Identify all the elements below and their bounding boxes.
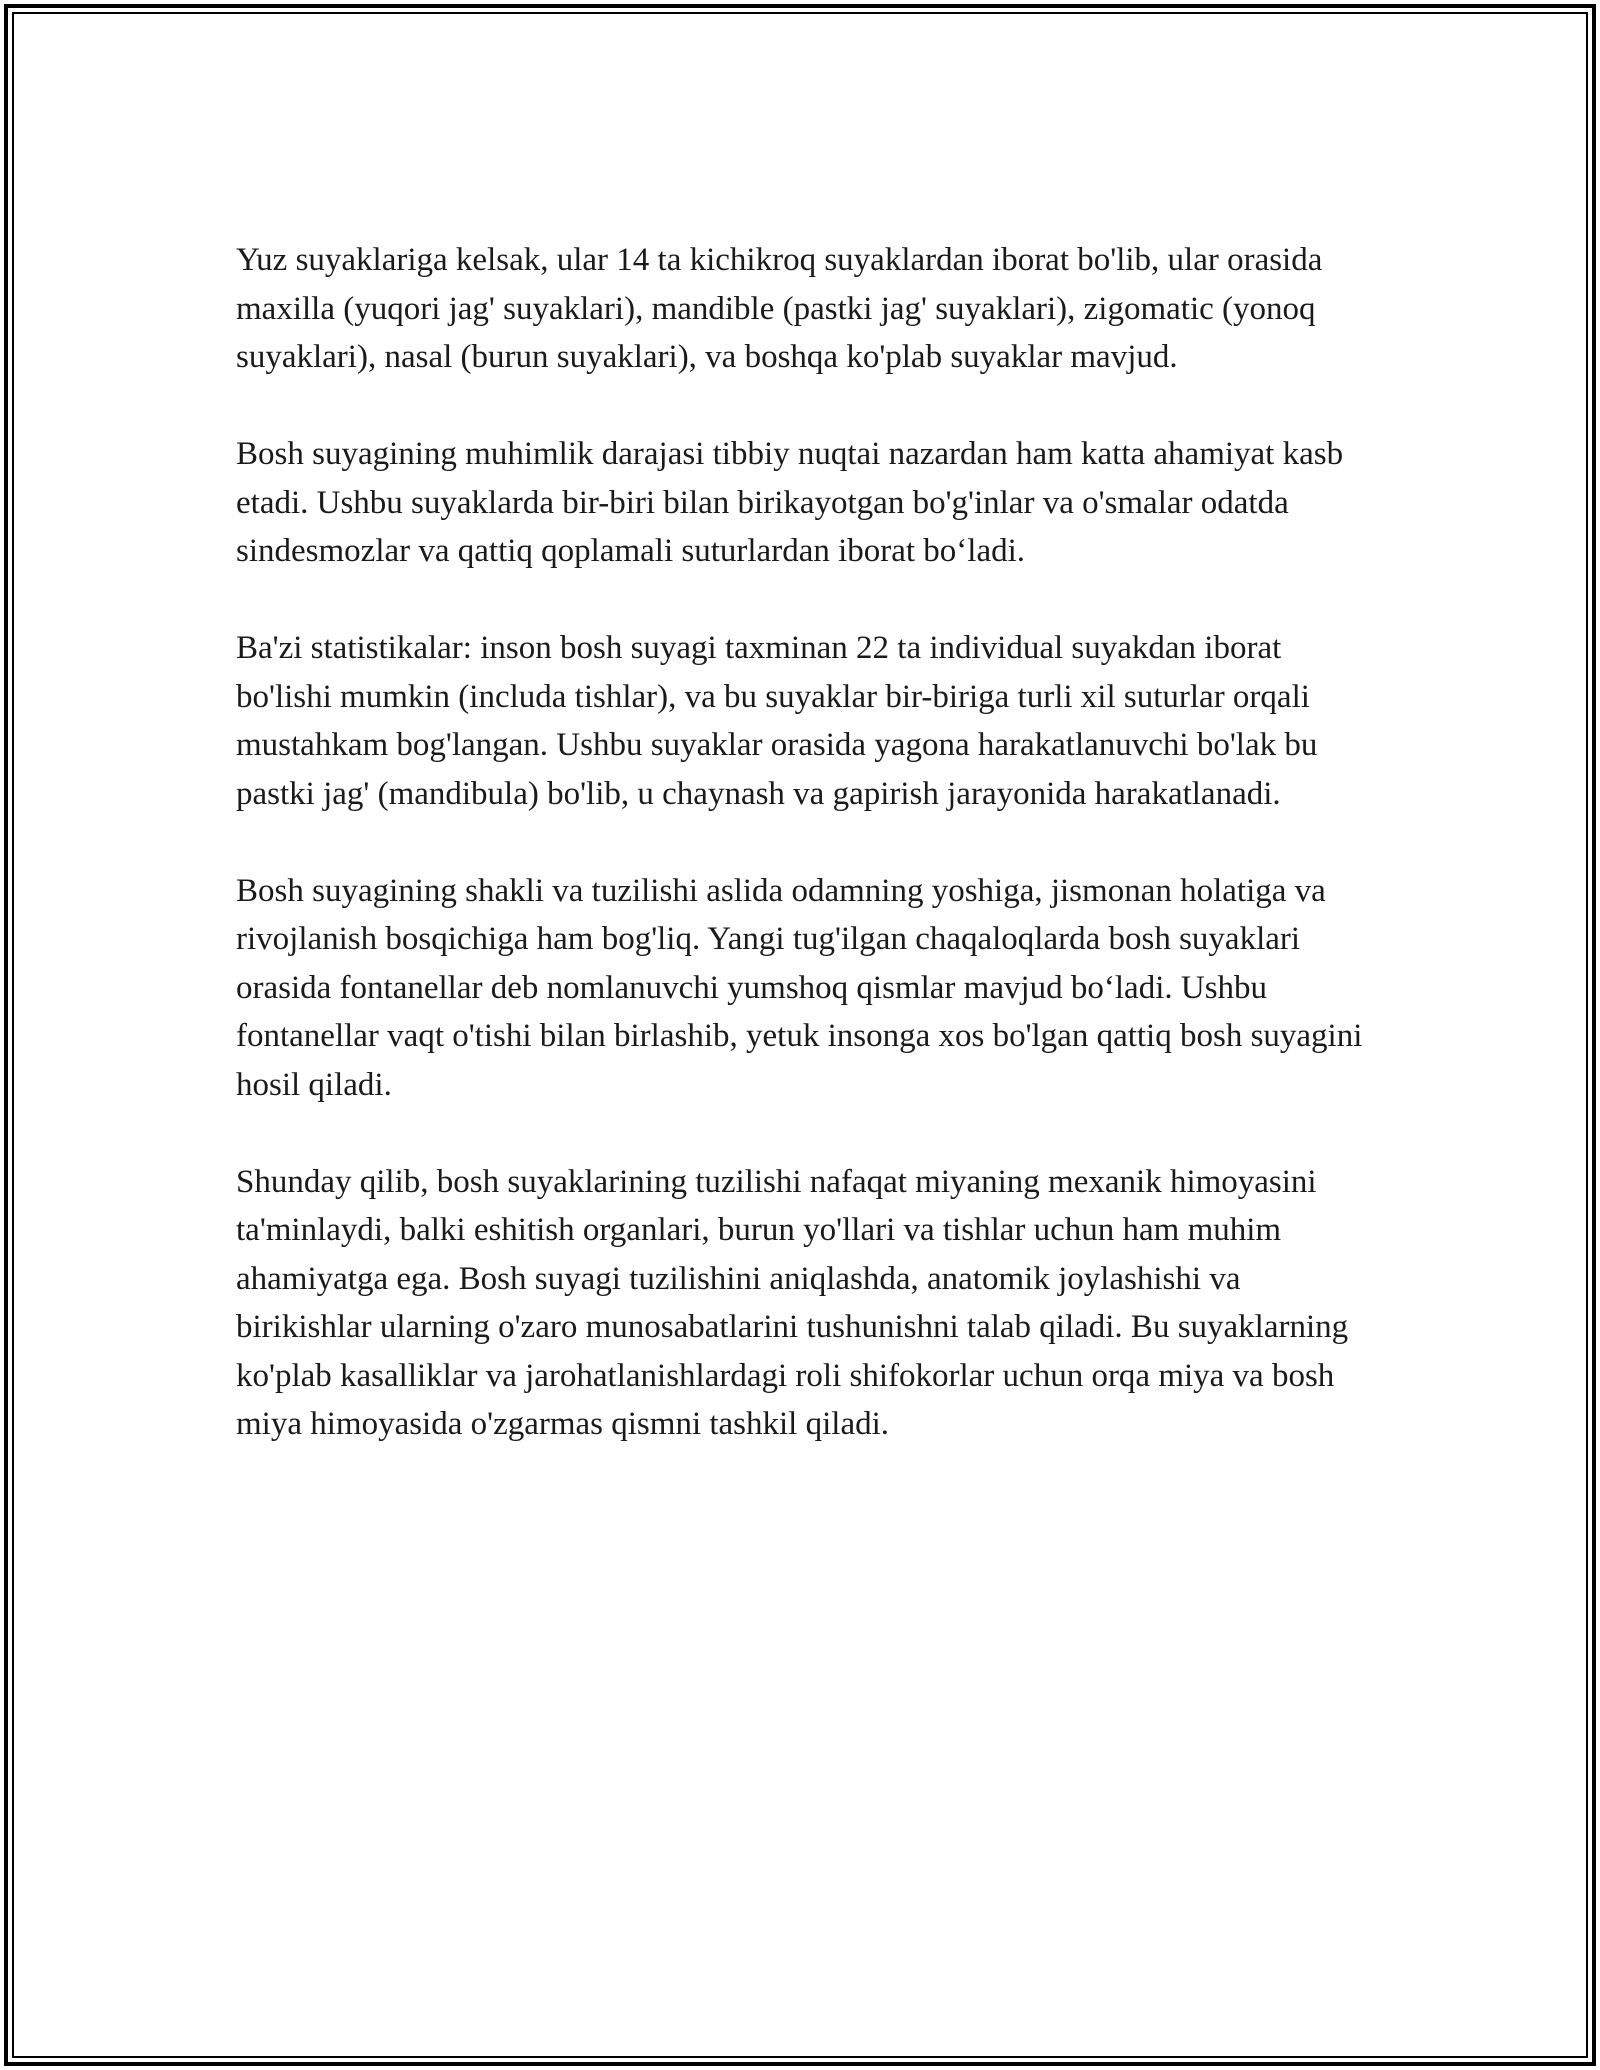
paragraph-conclusion: Shunday qilib, bosh suyaklarining tuzilishi nafaqat miyaning mexanik himoyasini ta'minlaydi, balki eshitish organlari, burun yo'llari va tishlar uchun ham muhim ahamiyatga ega. Bosh suyagi tuzilishini aniqlashda, anatomik joylashishi va birikishlar ularning o'zaro munosabatlarini tushunishni talab qiladi. Bu suyaklarning ko'plab kasalliklar va jarohatlanishlardagi roli shifokorlar uchun orqa miya va bosh miya himoyasida o'zgarmas qismni tashkil qiladi.: [236, 1163, 1349, 1442]
paragraph-statistics: Ba'zi statistikalar: inson bosh suyagi taxminan 22 ta individual suyakdan iborat bo'lishi mumkin (includa tishlar), va bu suyaklar bir-biriga turli xil suturlar orqali mustahkam bog'langan. Ushbu suyaklar orasida yagona harakatlanuvchi bo'lak bu pastki jag' (mandibula) bo'lib, u chaynash va gapirish jarayonida harakatlanadi.: [236, 630, 1318, 812]
document-body: [236, 236, 1366, 1497]
paragraph-medical-importance: Bosh suyagining muhimlik darajasi tibbiy nuqtai nazardan ham katta ahamiyat kasb etadi. Ushbu suyaklarda bir-biri bilan birikayotgan bo'g'inlar va o'smalar odatda sindesmozlar va qattiq qoplamali suturlardan iborat bo‘ladi.: [236, 436, 1344, 569]
paragraph-face-bones: Yuz suyaklariga kelsak, ular 14 ta kichikroq suyaklardan iborat bo'lib, ular orasida maxilla (yuqori jag' suyaklari), mandible (pastki jag' suyaklari), zigomatic (yonoq suyaklari), nasal (burun suyaklari), va boshqa ko'plab suyaklar mavjud.: [236, 242, 1323, 375]
paragraph-shape-and-age: Bosh suyagining shakli va tuzilishi aslida odamning yoshiga, jismonan holatiga va rivojlanish bosqichiga ham bog'liq. Yangi tug'ilgan chaqaloqlarda bosh suyaklari orasida fontanellar deb nomlanuvchi yumshoq qismlar mavjud bo‘ladi. Ushbu fontanellar vaqt o'tishi bilan birlashib, yetuk insonga xos bo'lgan qattiq bosh suyagini hosil qiladi.: [236, 872, 1363, 1103]
